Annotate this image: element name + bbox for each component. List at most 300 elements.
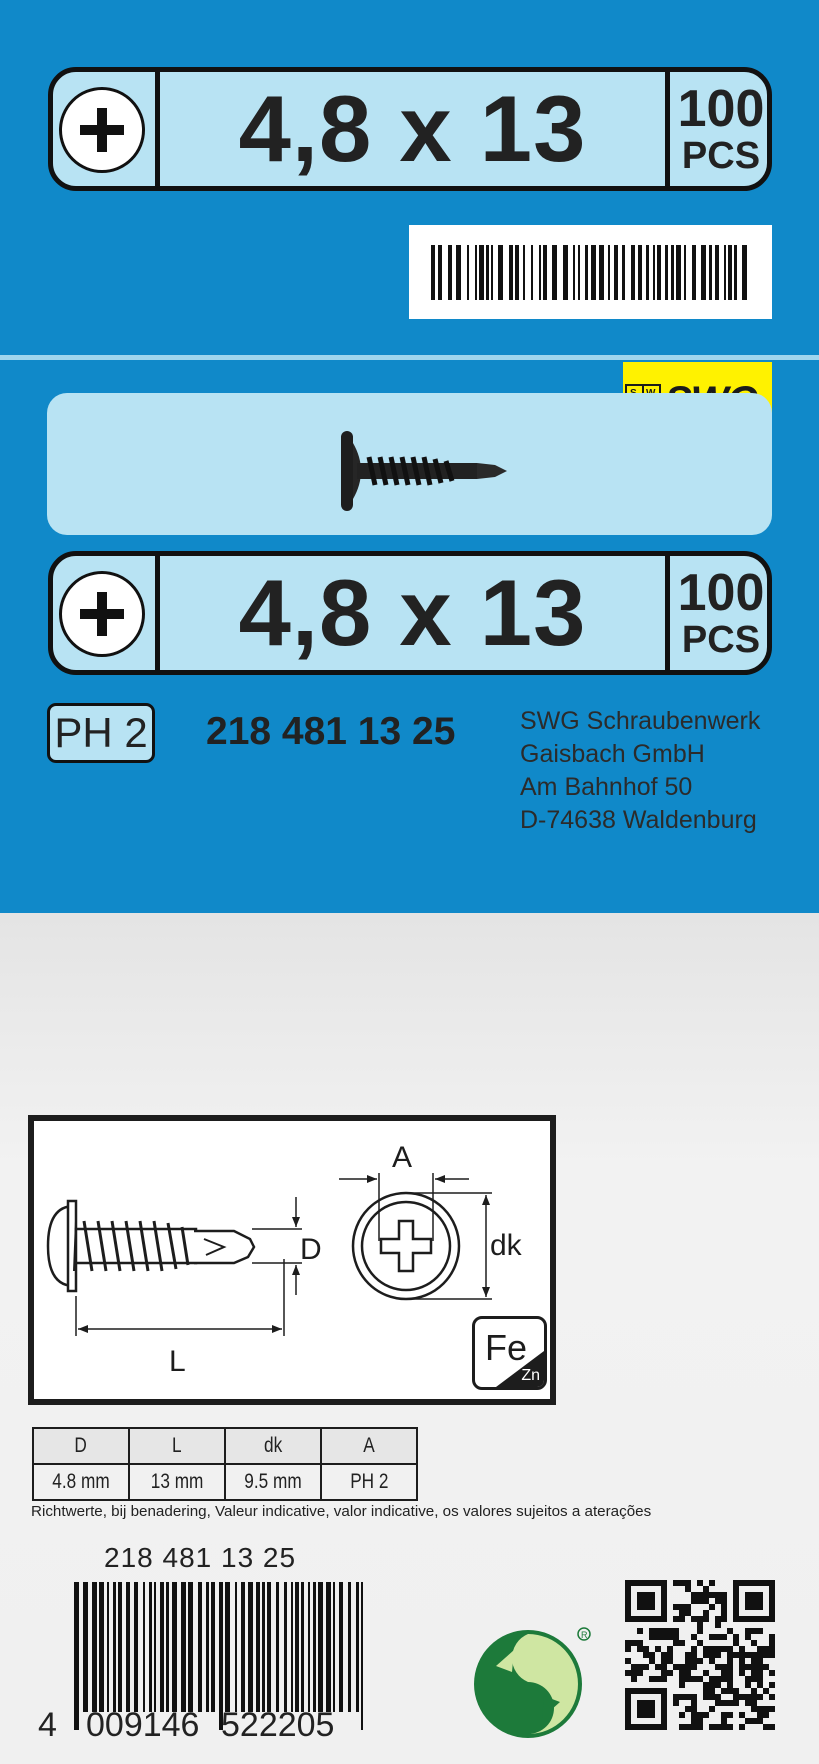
qr-module <box>703 1712 709 1718</box>
qr-module <box>685 1652 691 1658</box>
qr-module <box>685 1724 691 1730</box>
qr-module <box>715 1682 721 1688</box>
barcode-bar <box>326 1582 331 1712</box>
qr-module <box>715 1622 721 1628</box>
qr-module <box>751 1640 757 1646</box>
barcode-bar <box>724 245 726 300</box>
qr-module <box>679 1712 685 1718</box>
qr-module <box>769 1694 775 1700</box>
barcode-bar <box>166 1582 169 1712</box>
table-header-cell: dk <box>225 1428 321 1464</box>
screw-photo <box>317 421 557 521</box>
qr-module <box>697 1628 703 1634</box>
quantity-cell <box>665 556 772 670</box>
top-size-label <box>48 67 772 191</box>
qr-module <box>763 1664 769 1670</box>
barcode-bar <box>438 245 442 300</box>
barcode-bar <box>531 245 533 300</box>
barcode-bar <box>622 245 625 300</box>
qr-module <box>631 1664 637 1670</box>
table-header-row <box>33 1428 417 1464</box>
qr-module <box>745 1700 751 1706</box>
qr-module <box>727 1664 733 1670</box>
svg-text:R: R <box>581 1630 588 1640</box>
barcode-bar <box>486 245 489 300</box>
barcode-bar <box>92 1582 97 1712</box>
drive-cell <box>53 72 160 186</box>
qr-module <box>721 1592 727 1598</box>
qr-module <box>721 1718 727 1724</box>
qr-module <box>769 1682 775 1688</box>
qr-module <box>691 1646 697 1652</box>
qr-module <box>661 1658 667 1664</box>
barcode-bar <box>578 245 580 300</box>
qr-module <box>655 1634 661 1640</box>
qr-module <box>715 1700 721 1706</box>
barcode-bar <box>734 245 737 300</box>
qr-module <box>625 1640 631 1646</box>
qr-module <box>721 1688 727 1694</box>
barcode-bar <box>591 245 596 300</box>
barcode-bar <box>99 1582 104 1712</box>
qr-module <box>697 1616 703 1622</box>
address-line: Am Bahnhof 50 <box>520 773 693 801</box>
qr-module <box>637 1670 643 1676</box>
barcode-bar <box>701 245 706 300</box>
qr-module <box>763 1688 769 1694</box>
qr-module <box>685 1604 691 1610</box>
qr-module <box>751 1670 757 1676</box>
ean-digit-group: 522205 <box>221 1706 335 1744</box>
qr-module <box>721 1634 727 1640</box>
qr-module <box>709 1580 715 1586</box>
qr-module <box>691 1718 697 1724</box>
barcode-bar <box>684 245 686 300</box>
spec-table <box>32 1427 418 1501</box>
qr-module <box>673 1640 679 1646</box>
qr-module <box>679 1682 685 1688</box>
qr-module <box>739 1646 745 1652</box>
qr-module <box>751 1658 757 1664</box>
qr-module <box>727 1628 733 1634</box>
qr-module <box>709 1694 715 1700</box>
qr-module <box>679 1664 685 1670</box>
qr-module <box>661 1652 667 1658</box>
address-line: Gaisbach GmbH <box>520 740 705 768</box>
qr-module <box>685 1694 691 1700</box>
qr-module <box>685 1676 691 1682</box>
barcode-bar <box>267 1582 271 1712</box>
qr-module <box>637 1646 643 1652</box>
qr-module <box>745 1676 751 1682</box>
qr-module <box>733 1640 739 1646</box>
barcode-bar <box>188 1582 193 1712</box>
label-A: A <box>392 1141 413 1174</box>
barcode-bar <box>134 1582 138 1712</box>
qr-module <box>655 1646 661 1652</box>
qr-module <box>739 1694 745 1700</box>
qr-module <box>691 1616 697 1622</box>
barcode-bar <box>126 1582 130 1712</box>
qr-module <box>703 1652 709 1658</box>
top-barcode <box>409 225 772 319</box>
table-cell: PH 2 <box>321 1464 417 1500</box>
label-L: L <box>169 1345 186 1378</box>
qr-module <box>769 1724 775 1730</box>
barcode-bar <box>608 245 610 300</box>
qr-module <box>727 1724 733 1730</box>
qr-module <box>679 1724 685 1730</box>
qr-module <box>727 1670 733 1676</box>
barcode-bar <box>671 245 674 300</box>
qr-module <box>745 1694 751 1700</box>
qr-module <box>709 1724 715 1730</box>
barcode-bar <box>333 1582 335 1712</box>
qr-module <box>709 1592 715 1598</box>
qr-module <box>757 1658 763 1664</box>
qr-module <box>661 1628 667 1634</box>
qr-module <box>685 1586 691 1592</box>
barcode-bar <box>552 245 557 300</box>
qr-module <box>709 1652 715 1658</box>
barcode-bar <box>585 245 588 300</box>
barcode-bar <box>235 1582 237 1712</box>
barcode-bar <box>573 245 575 300</box>
barcode-bar <box>523 245 525 300</box>
qr-module <box>625 1658 631 1664</box>
qr-module <box>763 1652 769 1658</box>
qr-module <box>757 1676 763 1682</box>
barcode-bar <box>563 245 568 300</box>
quantity-unit: PCS <box>681 619 761 661</box>
qr-module <box>739 1664 745 1670</box>
qr-module <box>721 1676 727 1682</box>
qr-module <box>709 1682 715 1688</box>
barcode-bar <box>491 245 493 300</box>
barcode-bar <box>206 1582 209 1712</box>
barcode-bar <box>614 245 618 300</box>
table-header-cell: D <box>33 1428 129 1464</box>
qr-module <box>685 1610 691 1616</box>
top-barcode-bars <box>409 225 772 319</box>
material-badge <box>472 1316 547 1390</box>
middle-size-label <box>48 551 772 675</box>
qr-module <box>673 1628 679 1634</box>
qr-module <box>721 1646 727 1652</box>
qr-module <box>745 1718 751 1724</box>
qr-module <box>739 1658 745 1664</box>
qr-module <box>721 1670 727 1676</box>
qr-module <box>685 1670 691 1676</box>
qr-module <box>691 1724 697 1730</box>
qr-module <box>661 1676 667 1682</box>
screw-size: 4,8 x 13 <box>238 76 587 181</box>
qr-module <box>649 1628 655 1634</box>
table-header-cell: L <box>129 1428 225 1464</box>
qr-module <box>721 1616 727 1622</box>
qr-module <box>739 1652 745 1658</box>
qr-module <box>715 1616 721 1622</box>
qr-module <box>679 1640 685 1646</box>
qr-module <box>625 1670 631 1676</box>
qr-module <box>709 1604 715 1610</box>
qr-module <box>769 1634 775 1640</box>
qr-module <box>679 1670 685 1676</box>
qr-module <box>691 1712 697 1718</box>
qr-module <box>691 1706 697 1712</box>
qr-module <box>703 1694 709 1700</box>
barcode-bar <box>83 1582 88 1712</box>
barcode-bar <box>284 1582 287 1712</box>
coating-text: Zn <box>521 1367 540 1384</box>
qr-module <box>667 1646 673 1652</box>
barcode-bar <box>653 245 655 300</box>
qr-module <box>679 1610 685 1616</box>
quantity-cell <box>665 72 772 186</box>
barcode-bar <box>467 245 469 300</box>
qr-module <box>631 1676 637 1682</box>
qr-module <box>703 1616 709 1622</box>
barcode-bar <box>543 245 547 300</box>
qr-module <box>703 1688 709 1694</box>
qr-module <box>691 1658 697 1664</box>
qr-module <box>703 1586 709 1592</box>
qr-module <box>721 1724 727 1730</box>
qr-module <box>661 1670 667 1676</box>
qr-module <box>697 1580 703 1586</box>
ean-digit-group: 4 <box>38 1706 57 1744</box>
qr-module <box>739 1712 745 1718</box>
barcode-bar <box>657 245 661 300</box>
qr-module <box>643 1646 649 1652</box>
barcode-bar <box>709 245 712 300</box>
qr-module <box>751 1700 757 1706</box>
qr-module <box>643 1652 649 1658</box>
qr-module <box>703 1598 709 1604</box>
qr-module <box>673 1700 679 1706</box>
qr-module <box>703 1592 709 1598</box>
qr-module <box>667 1634 673 1640</box>
qr-module <box>703 1670 709 1676</box>
qr-module <box>745 1628 751 1634</box>
qr-module <box>751 1718 757 1724</box>
qr-module <box>679 1676 685 1682</box>
table-cell: 13 mm <box>129 1464 225 1500</box>
qr-module <box>715 1724 721 1730</box>
qr-module <box>757 1652 763 1658</box>
qr-module <box>691 1700 697 1706</box>
qr-module <box>679 1616 685 1622</box>
qr-module <box>757 1706 763 1712</box>
qr-module <box>769 1706 775 1712</box>
barcode-bar <box>143 1582 145 1712</box>
barcode-bar <box>515 245 519 300</box>
barcode-bar <box>646 245 649 300</box>
qr-module <box>691 1598 697 1604</box>
qr-module <box>709 1634 715 1640</box>
qr-module <box>763 1712 769 1718</box>
qr-module <box>709 1646 715 1652</box>
qr-module <box>655 1676 661 1682</box>
qr-module <box>757 1682 763 1688</box>
barcode-bar <box>172 1582 177 1712</box>
qr-module <box>751 1676 757 1682</box>
green-dot-recycling-icon <box>468 1626 596 1740</box>
qr-finder <box>745 1592 763 1610</box>
barcode-bar <box>692 245 696 300</box>
qr-module <box>673 1616 679 1622</box>
qr-module <box>685 1664 691 1670</box>
qr-module <box>769 1640 775 1646</box>
barcode-bar <box>539 245 541 300</box>
barcode-bar <box>241 1582 245 1712</box>
qr-module <box>697 1718 703 1724</box>
qr-module <box>745 1634 751 1640</box>
qr-module <box>757 1718 763 1724</box>
qr-module <box>751 1688 757 1694</box>
qr-module <box>643 1664 649 1670</box>
barcode-bar <box>113 1582 116 1712</box>
barcode-bar <box>291 1582 293 1712</box>
barcode-bar <box>715 245 719 300</box>
qr-module <box>721 1700 727 1706</box>
qr-module <box>691 1652 697 1658</box>
qr-module <box>697 1622 703 1628</box>
qr-module <box>715 1592 721 1598</box>
barcode-bar <box>318 1582 323 1712</box>
qr-module <box>751 1694 757 1700</box>
qr-code <box>625 1580 775 1730</box>
qr-module <box>745 1652 751 1658</box>
barcode-article-number: 218 481 13 25 <box>104 1542 297 1573</box>
barcode-bar <box>118 1582 122 1712</box>
drive-type-badge: PH 2 <box>47 703 155 763</box>
qr-module <box>733 1634 739 1640</box>
qr-module <box>727 1700 733 1706</box>
qr-finder <box>637 1592 655 1610</box>
qr-module <box>637 1640 643 1646</box>
qr-module <box>655 1664 661 1670</box>
quantity-number: 100 <box>677 564 765 622</box>
qr-module <box>667 1652 673 1658</box>
barcode-bar <box>160 1582 164 1712</box>
barcode-bar <box>448 245 452 300</box>
barcode-bar <box>509 245 513 300</box>
address-line: D-74638 Waldenburg <box>520 806 757 834</box>
qr-module <box>715 1652 721 1658</box>
qr-module <box>685 1580 691 1586</box>
qr-module <box>673 1664 679 1670</box>
qr-module <box>733 1652 739 1658</box>
qr-module <box>715 1664 721 1670</box>
qr-module <box>733 1688 739 1694</box>
qr-module <box>763 1706 769 1712</box>
qr-module <box>709 1676 715 1682</box>
qr-module <box>727 1688 733 1694</box>
barcode-bar <box>256 1582 260 1712</box>
phillips-cross-icon <box>59 571 145 657</box>
address-line: SWG Schraubenwerk <box>520 707 761 735</box>
qr-module <box>769 1652 775 1658</box>
qr-module <box>661 1634 667 1640</box>
qr-module <box>691 1694 697 1700</box>
qr-module <box>649 1652 655 1658</box>
barcode-bar <box>728 245 732 300</box>
qr-module <box>721 1712 727 1718</box>
barcode-bar <box>631 245 635 300</box>
qr-module <box>667 1628 673 1634</box>
barcode-bar <box>676 245 681 300</box>
barcode-bar <box>198 1582 202 1712</box>
barcode-bar <box>431 245 435 300</box>
qr-module <box>709 1688 715 1694</box>
barcode-bar <box>348 1582 351 1712</box>
barcode-bar <box>361 1582 363 1730</box>
table-cell: 9.5 mm <box>225 1464 321 1500</box>
barcode-bar <box>339 1582 343 1712</box>
qr-module <box>751 1628 757 1634</box>
barcode-bar <box>107 1582 109 1712</box>
qr-module <box>721 1604 727 1610</box>
table-row <box>33 1464 417 1500</box>
manufacturer-address <box>520 705 760 837</box>
qr-module <box>631 1640 637 1646</box>
barcode-bar <box>456 245 461 300</box>
qr-module <box>697 1724 703 1730</box>
qr-module <box>739 1670 745 1676</box>
qr-module <box>757 1694 763 1700</box>
barcode-bar <box>262 1582 265 1712</box>
qr-module <box>697 1592 703 1598</box>
qr-module <box>673 1694 679 1700</box>
label-dk: dk <box>490 1229 522 1262</box>
barcode-bar <box>181 1582 186 1712</box>
qr-module <box>637 1664 643 1670</box>
barcode-bar <box>149 1582 152 1712</box>
quantity-number: 100 <box>677 80 765 138</box>
qr-module <box>721 1598 727 1604</box>
article-number: 218 481 13 25 <box>206 710 456 753</box>
qr-module <box>715 1634 721 1640</box>
qr-module <box>697 1640 703 1646</box>
qr-module <box>649 1634 655 1640</box>
barcode-bar <box>599 245 604 300</box>
qr-module <box>679 1580 685 1586</box>
qr-module <box>697 1658 703 1664</box>
qr-module <box>691 1634 697 1640</box>
table-header-cell: A <box>321 1428 417 1464</box>
qr-module <box>673 1634 679 1640</box>
qr-module <box>751 1706 757 1712</box>
qr-module <box>667 1658 673 1664</box>
qr-module <box>697 1598 703 1604</box>
qr-module <box>727 1676 733 1682</box>
qr-module <box>721 1664 727 1670</box>
qr-module <box>691 1676 697 1682</box>
barcode-bar <box>638 245 642 300</box>
barcode-bar <box>479 245 484 300</box>
qr-module <box>625 1646 631 1652</box>
qr-module <box>757 1670 763 1676</box>
qr-module <box>631 1670 637 1676</box>
qr-module <box>751 1652 757 1658</box>
qr-module <box>733 1700 739 1706</box>
qr-finder <box>637 1700 655 1718</box>
screw-size: 4,8 x 13 <box>238 560 587 665</box>
qr-module <box>715 1694 721 1700</box>
qr-module <box>709 1658 715 1664</box>
barcode-bar <box>308 1582 310 1712</box>
